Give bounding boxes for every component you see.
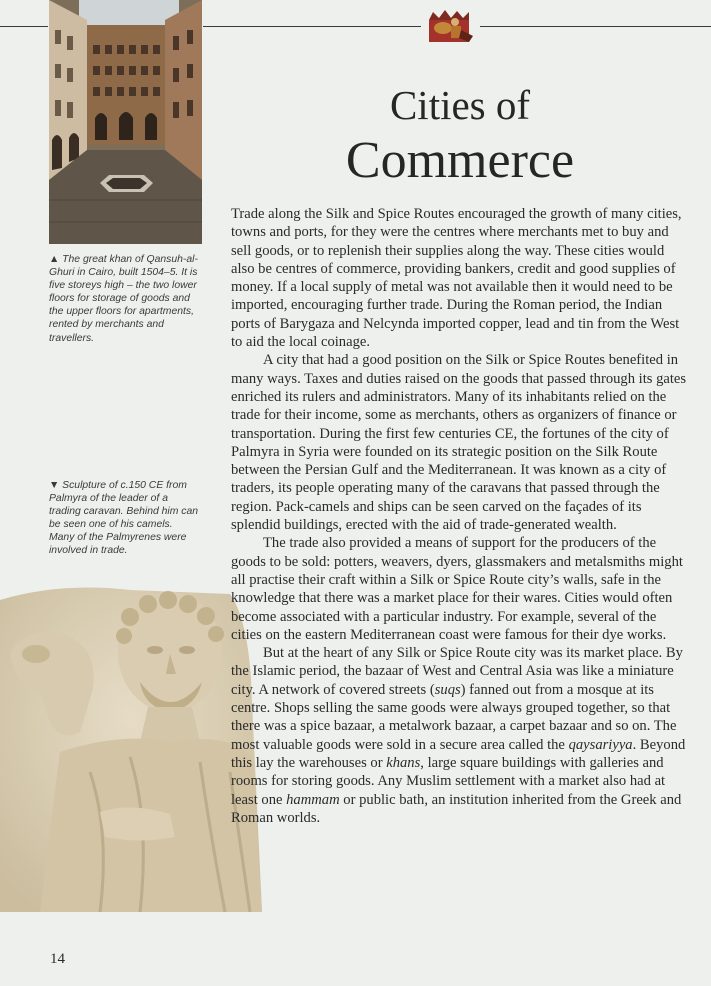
paragraph-4-text-c: . Beyond this lay the warehouses or <box>231 736 686 771</box>
sculpture-caption: ▼ Sculpture of c.150 CE from Palmyra of the leader of a trading caravan. Behind him can be seen one of his camels. Many of the Palmyrenes were involved in trade. <box>49 480 199 557</box>
paragraph-3: The trade also provided a means of support for the producers of the goods to be sold: potters, weavers, dyers, glassmakers and metalsmiths might all practise their craft within a Silk or Spice Route city’s walls, safe in the knowledge that there was a market place for their wares. Cities would often become associated with a particular industry. For example, several of the cities on the eastern Mediterranean coast were famous for their dye works. <box>231 535 683 643</box>
term-hammam: hammam <box>286 791 340 808</box>
header-rule-left <box>0 26 48 27</box>
paragraph-4-text-a: But at the heart of any Silk or Spice Route city was its market place. By the Islamic period, the bazaar of West and Central Asia was like a miniature city. A network of covered streets ( <box>231 645 683 698</box>
paragraph-4-text-e: or public bath, an institution inherited from the Greek and Roman worlds. <box>231 791 682 826</box>
paragraph-4 <box>231 644 687 827</box>
paragraph-4-text-d: , large square buildings with galleries and rooms for storing goods. Any Muslim settlement with a market also had at least one <box>231 754 666 808</box>
page-title-line1: Cities of <box>389 82 531 128</box>
paragraph-4-text-b: ) fanned out from a mosque at its centre. Shops selling the same goods were always grouped together, so that there was a spice bazaar, a metalwork bazaar, a carpet bazaar and so on. The most valuable goods were sold in a secure area called the <box>231 681 677 753</box>
palmyra-relief-sculpture <box>0 582 262 912</box>
page-number: 14 <box>50 951 65 967</box>
caravan-emblem-icon <box>425 6 477 46</box>
header-rule-right <box>480 26 711 27</box>
article-body <box>231 205 687 827</box>
page-title-line2: Commerce <box>345 132 575 189</box>
term-qaysariyya: qaysariyya <box>568 736 633 753</box>
term-khans: khans <box>386 754 421 771</box>
khan-caption: ▲ The great khan of Qansuh-al-Ghuri in Cairo, built 1504–5. It is five storeys high – the two lower floors for storage of goods and the upper floors for apartments, rented by merchants and travellers. <box>49 254 198 344</box>
paragraph-2: A city that had a good position on the Silk or Spice Routes benefited in many ways. Taxes and duties raised on the goods that passed through its gates enriched its rulers and administrators. Many of its inhabitants relied on the trade for their income, some as merchants, others as organizers of finance or transportation. During the first few centuries CE, the fortunes of the city of Palmyra in Syria were founded on its strategic position on the Silk Route between the Persian Gulf and the Mediterranean. It was known as a city of traders, its people operating many of the caravans that passed through the region. Pack-camels and ships can be seen carved on the façades of its splendid buildings, erected with the aid of trade-generated wealth. <box>231 352 687 534</box>
header-rule-middle <box>203 26 421 27</box>
term-suqs: suqs <box>434 681 461 698</box>
khan-courtyard-photo <box>49 0 202 244</box>
paragraph-1: Trade along the Silk and Spice Routes encouraged the growth of many cities, towns and ports, for they were the centres where merchants met to buy and sell goods, or to replenish their supplies along the way. These cities would also be centres of commerce, providing bankers, credit and good supplies of money. If a local supply of metal was not available then it would need to be imported, encouraging further trade. During the Roman period, the Indian ports of Barygaza and Nelcynda imported copper, lead and tin from the West to aid the local coinage. <box>231 206 682 351</box>
